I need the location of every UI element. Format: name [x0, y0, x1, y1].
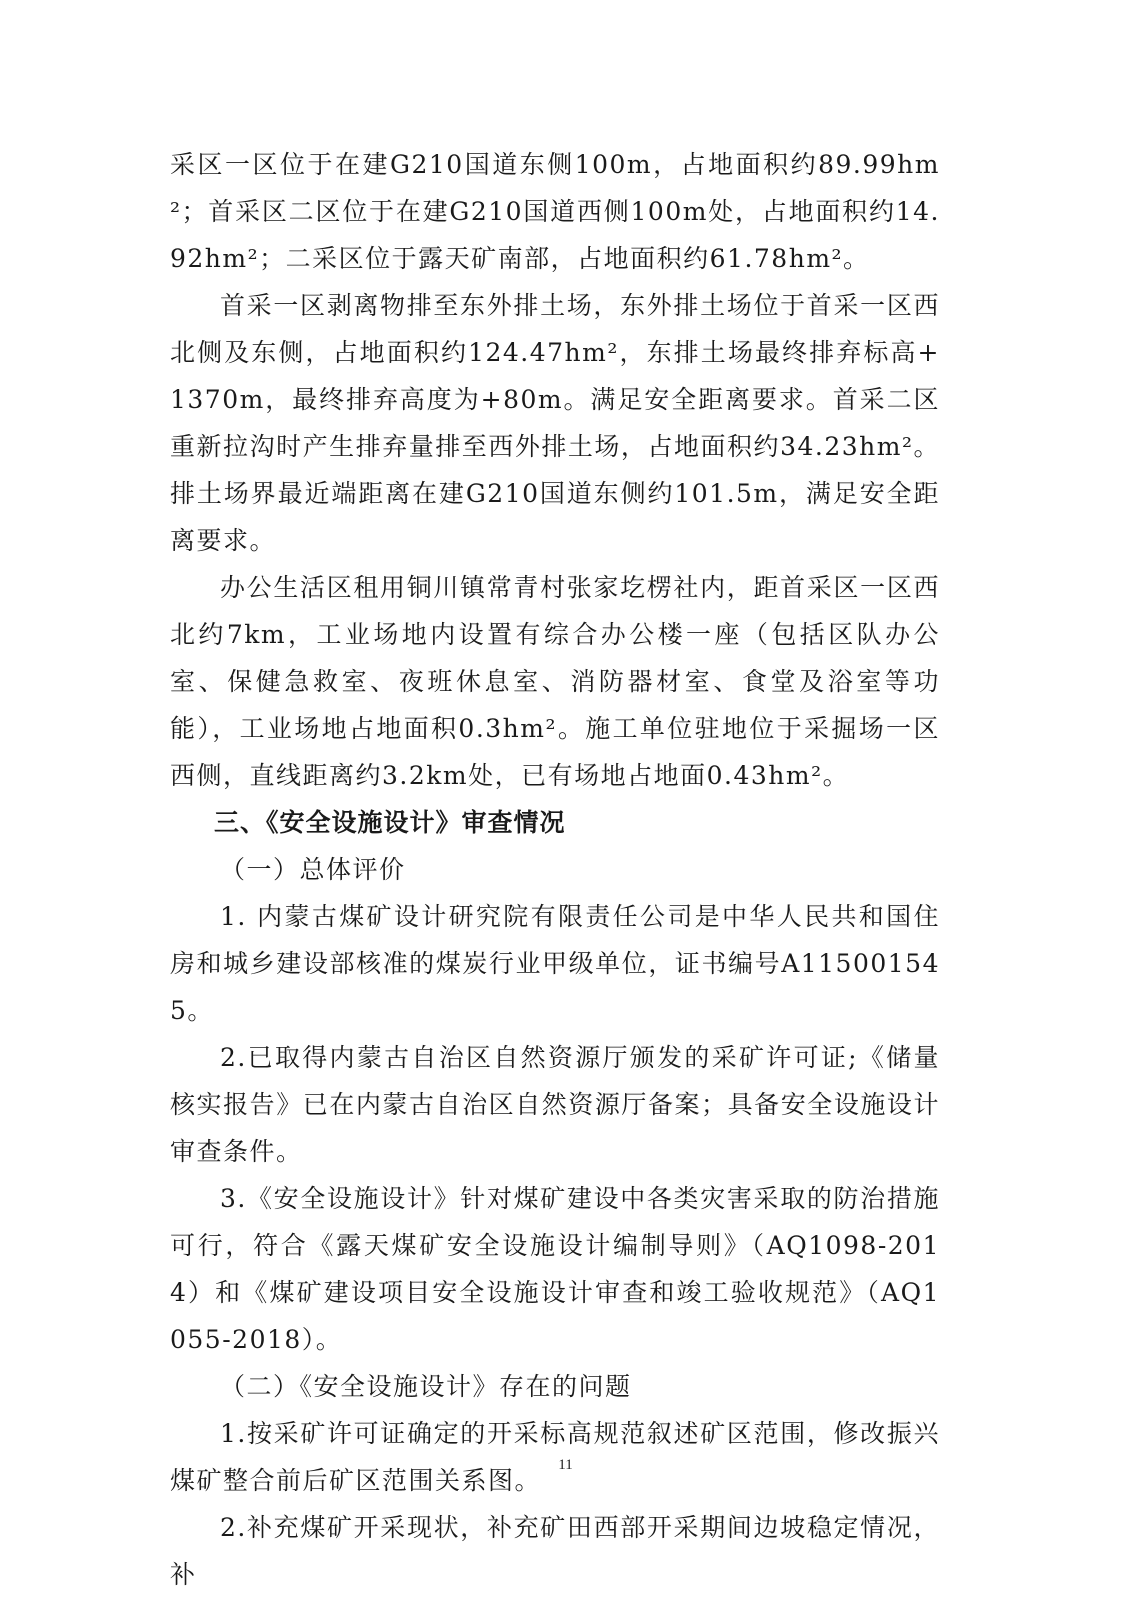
paragraph-problem-2: 2.补充煤矿开采现状，补充矿田西部开采期间边坡稳定情况，补 — [170, 1513, 940, 1589]
paragraph-problem-1: 1.按采矿许可证确定的开采标高规范叙述矿区范围，修改振兴煤矿整合前后矿区范围关系图。 — [170, 1419, 940, 1495]
paragraph-mining-areas: 采区一区位于在建G210国道东侧100m，占地面积约89.99hm²；首采区二区位于在建G210国道西侧100m处，占地面积约14.92hm²；二采区位于露天矿南部，占地面积约61.78hm²。 — [170, 150, 940, 273]
paragraph-office-area: 办公生活区租用铜川镇常青村张家圪楞社内，距首采区一区西北约7km，工业场地内设置有综合办公楼一座（包括区队办公室、保健急救室、夜班休息室、消防器材室、食堂及浴室等功能），工业场地占地面积0.3hm²。施工单位驻地位于采掘场一区西侧，直线距离约3.2km处，已有场地占地面0.43hm²。 — [170, 573, 940, 790]
subheading-overall-evaluation: （一）总体评价 — [220, 855, 406, 884]
page-number: 11 — [558, 1457, 573, 1473]
paragraph-dump-sites: 首采一区剥离物排至东外排土场，东外排土场位于首采一区西北侧及东侧，占地面积约124.47hm²，东排土场最终排弃标高+1370m，最终排弃高度为+80m。满足安全距离要求。首采二区重新拉沟时产生排弃量排至西外排土场，占地面积约34.23hm²。排土场界最近端距离在建G210国道东侧约101.5m，满足安全距离要求。 — [170, 291, 940, 555]
section-heading-review: 三、《安全设施设计》审查情况 — [214, 808, 566, 837]
paragraph-item-2: 2.已取得内蒙古自治区自然资源厅颁发的采矿许可证;《储量核实报告》已在内蒙古自治区自然资源厅备案；具备安全设施设计审查条件。 — [170, 1043, 940, 1166]
document-body — [170, 141, 940, 1598]
paragraph-item-3: 3.《安全设施设计》针对煤矿建设中各类灾害采取的防治措施可行，符合《露天煤矿安全设施设计编制导则》（AQ1098-2014）和《煤矿建设项目安全设施设计审查和竣工验收规范》（AQ1055-2018）。 — [170, 1184, 940, 1354]
paragraph-item-1: 1. 内蒙古煤矿设计研究院有限责任公司是中华人民共和国住房和城乡建设部核准的煤炭行业甲级单位，证书编号A115001545。 — [170, 902, 940, 1025]
subheading-problems: （二）《安全设施设计》存在的问题 — [220, 1372, 632, 1401]
